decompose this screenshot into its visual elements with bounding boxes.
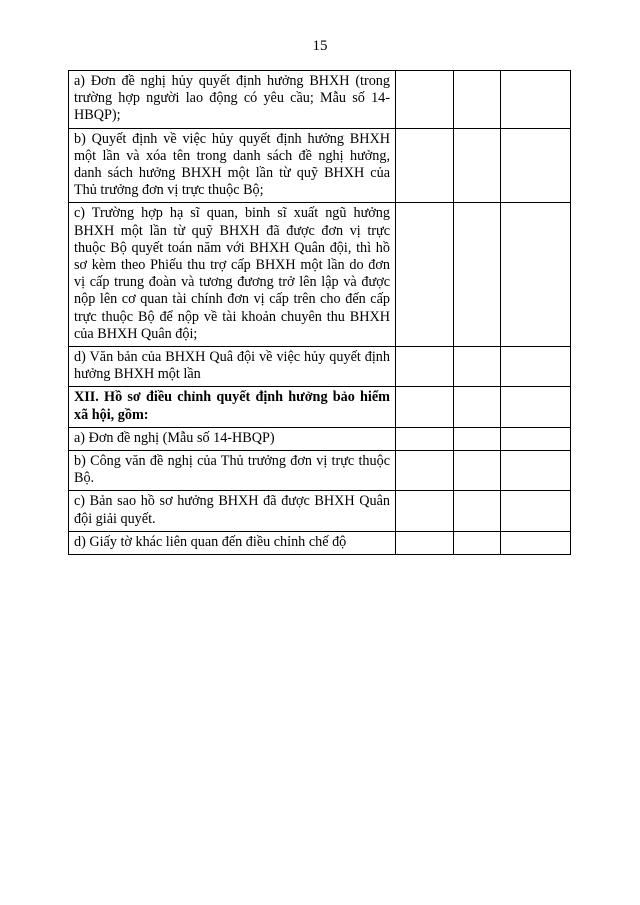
cell-empty [454, 128, 501, 203]
section-heading: XII. Hồ sơ điều chỉnh quyết định hưởng bảo hiểm xã hội, gồm: [69, 387, 396, 427]
cell-empty [454, 427, 501, 450]
cell-empty [454, 451, 501, 491]
cell-empty [396, 71, 454, 129]
cell-empty [501, 427, 571, 450]
cell-empty [501, 347, 571, 387]
cell-empty [501, 203, 571, 347]
table-row [69, 491, 571, 531]
table-row [69, 347, 571, 387]
page-number: 15 [312, 38, 328, 54]
cell-empty [454, 71, 501, 129]
document-table [68, 70, 571, 555]
row-description: c) Trường hợp hạ sĩ quan, binh sĩ xuất ngũ hưởng BHXH một lần từ quỹ BHXH đã được đơn vị trực thuộc Bộ quyết toán năm với BHXH Quân đội, thì hồ sơ kèm theo Phiếu thu trợ cấp BHXH một lần do đơn vị cấp trung đoàn và tương đương trở lên lập và được nộp lên cơ quan tài chính đơn vị cấp trên cho đến cấp trực thuộc Bộ để nộp về tài khoản chuyên thu BHXH của BHXH Quân đội; [69, 203, 396, 347]
cell-empty [454, 347, 501, 387]
row-description: b) Công văn đề nghị của Thủ trưởng đơn vị trực thuộc Bộ. [69, 451, 396, 491]
cell-empty [396, 347, 454, 387]
cell-empty [501, 387, 571, 427]
cell-empty [396, 128, 454, 203]
cell-empty [501, 491, 571, 531]
table-row [69, 128, 571, 203]
table-row [69, 531, 571, 554]
cell-empty [454, 531, 501, 554]
table-row-section-heading [69, 387, 571, 427]
row-description: d) Giấy tờ khác liên quan đến điều chỉnh chế độ [69, 531, 396, 554]
row-description: a) Đơn đề nghị (Mẫu số 14-HBQP) [69, 427, 396, 450]
table-row [69, 71, 571, 129]
cell-empty [396, 491, 454, 531]
cell-empty [396, 451, 454, 491]
cell-empty [396, 203, 454, 347]
cell-empty [501, 71, 571, 129]
cell-empty [501, 128, 571, 203]
cell-empty [396, 387, 454, 427]
cell-empty [454, 387, 501, 427]
table-row [69, 203, 571, 347]
cell-empty [501, 451, 571, 491]
table-row [69, 451, 571, 491]
table-row [69, 427, 571, 450]
row-description: d) Văn bản của BHXH Quâ đội về việc hủy quyết định hưởng BHXH một lần [69, 347, 396, 387]
cell-empty [454, 491, 501, 531]
row-description: a) Đơn đề nghị hủy quyết định hưởng BHXH (trong trường hợp người lao động có yêu cầu; Mẫu số 14-HBQP); [69, 71, 396, 129]
row-description: b) Quyết định về việc hủy quyết định hưởng BHXH một lần và xóa tên trong danh sách đề nghị hưởng, danh sách hưởng BHXH một lần từ quỹ BHXH của Thủ trưởng đơn vị trực thuộc Bộ; [69, 128, 396, 203]
cell-empty [454, 203, 501, 347]
cell-empty [396, 427, 454, 450]
row-description: c) Bản sao hồ sơ hưởng BHXH đã được BHXH Quân đội giải quyết. [69, 491, 396, 531]
cell-empty [501, 531, 571, 554]
cell-empty [396, 531, 454, 554]
